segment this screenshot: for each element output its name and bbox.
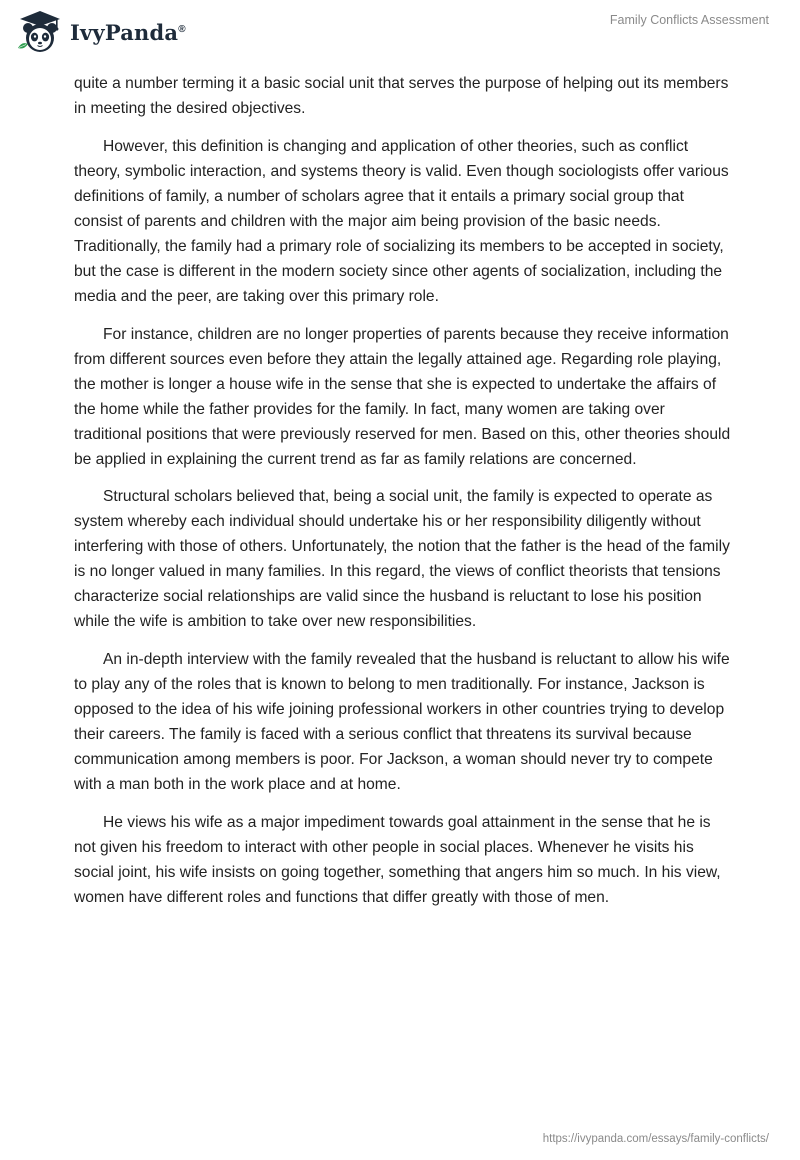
paragraph: He views his wife as a major impediment towards goal attainment in the sense that he is not given his freedom to interact with other people in social places. Whenever he visits his social joint, his wife insists on going together, something that angers him so much. In his view, women have different roles and functions that differ greatly with those of men. — [74, 813, 721, 906]
paragraph-continuation: quite a number terming it a basic social unit that serves the purpose of helping out its members in meeting the desired objectives. — [74, 75, 729, 117]
brand-name-text: IvyPanda — [70, 19, 179, 45]
page-header — [0, 0, 800, 70]
source-url[interactable]: https://ivypanda.com/essays/family-conflicts/ — [542, 1133, 769, 1145]
panda-graduate-icon — [16, 8, 64, 56]
paragraph: Structural scholars believed that, being a social unit, the family is expected to operate as system whereby each individual should undertake his or her responsibility diligently without interfering with those of others. Unfortunately, the notion that the father is the head of the family is no longer valued in many families. In this regard, the views of conflict theorists that tensions characterize social relationships are valid since the husband is reluctant to lose his position while the wife is ambition to take over new responsibilities. — [74, 488, 730, 631]
document-title: Family Conflicts Assessment — [609, 13, 769, 27]
ivypanda-logo[interactable] — [16, 8, 186, 56]
paragraph: An in-depth interview with the family revealed that the husband is reluctant to allow his wife to play any of the roles that is known to belong to men traditionally. For instance, Jackson is opposed to the idea of his wife joining professional workers in other countries trying to develop their careers. The family is faced with a serious conflict that threatens its survival because communication among members is poor. For Jackson, a woman should never try to compete with a man both in the work place and at home. — [74, 651, 730, 794]
essay-body — [74, 71, 734, 923]
paragraph: However, this definition is changing and application of other theories, such as conflict theory, symbolic interaction, and systems theory is valid. Even though sociologists offer various definitions of family, a number of scholars agree that it entails a primary social group that consist of parents and children with the major aim being provision of the basic needs. Traditionally, the family had a primary role of socializing its members to be accepted in society, but the case is different in the modern society since other agents of socialization, including the media and the peer, are taking over this primary role. — [74, 137, 729, 305]
paragraph: For instance, children are no longer properties of parents because they receive information from different sources even before they attain the legally attained age. Regarding role playing, the mother is longer a house wife in the sense that she is expected to undertake the affairs of the home while the father provides for the family. In fact, many women are taking over traditional positions that were previously reserved for men. Based on this, other theories should be applied in explaining the current trend as far as family relations are concerned. — [74, 325, 731, 468]
brand-name — [70, 20, 186, 45]
registered-mark: ® — [178, 23, 186, 35]
